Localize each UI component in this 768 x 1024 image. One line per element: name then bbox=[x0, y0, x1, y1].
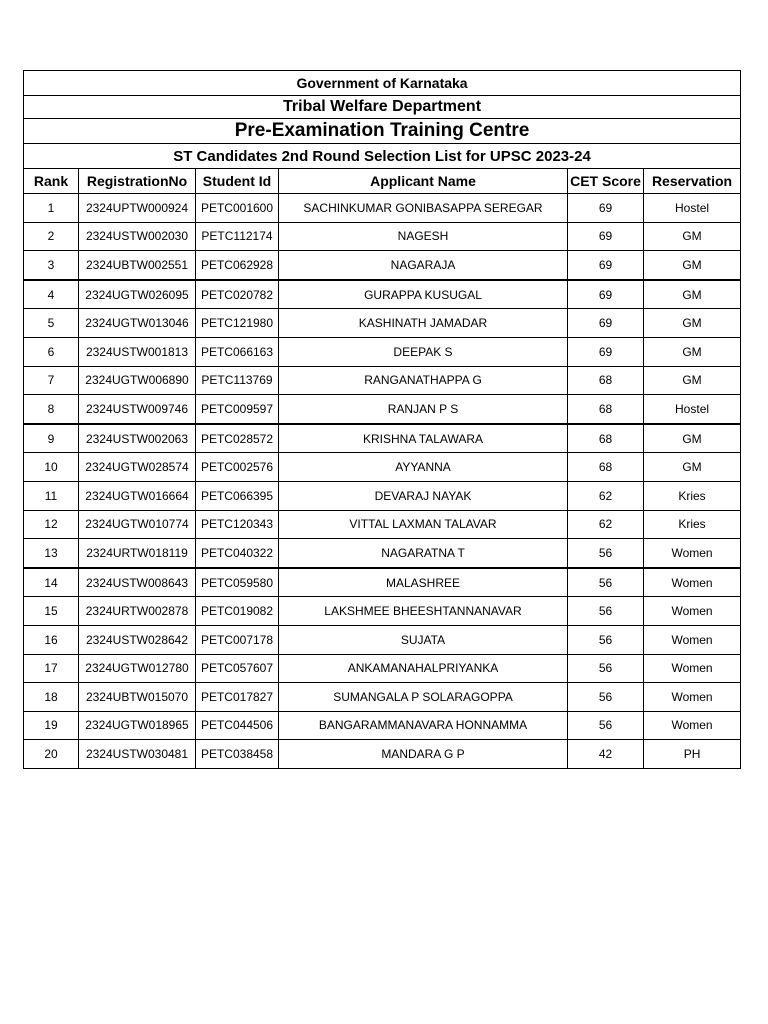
cell-applicant-name: SUJATA bbox=[279, 625, 568, 654]
cell-rank: 17 bbox=[24, 654, 79, 683]
cell-student-id: PETC121980 bbox=[196, 309, 279, 338]
cell-reservation: GM bbox=[644, 251, 741, 280]
cell-cet-score: 62 bbox=[568, 481, 644, 510]
cell-rank: 9 bbox=[24, 424, 79, 453]
cell-registration-no: 2324USTW001813 bbox=[79, 337, 196, 366]
cell-reservation: GM bbox=[644, 337, 741, 366]
cell-rank: 1 bbox=[24, 194, 79, 223]
cell-student-id: PETC020782 bbox=[196, 280, 279, 309]
cell-applicant-name: NAGARAJA bbox=[279, 251, 568, 280]
table-row bbox=[24, 597, 741, 626]
table-row bbox=[24, 453, 741, 482]
cell-cet-score: 69 bbox=[568, 337, 644, 366]
cell-registration-no: 2324UGTW010774 bbox=[79, 510, 196, 539]
cell-applicant-name: KASHINATH JAMADAR bbox=[279, 309, 568, 338]
cell-rank: 10 bbox=[24, 453, 79, 482]
cell-registration-no: 2324USTW008643 bbox=[79, 568, 196, 597]
cell-student-id: PETC038458 bbox=[196, 740, 279, 769]
title-centre: Pre-Examination Training Centre bbox=[24, 119, 741, 144]
cell-applicant-name: DEEPAK S bbox=[279, 337, 568, 366]
cell-rank: 13 bbox=[24, 539, 79, 568]
cell-reservation: Hostel bbox=[644, 395, 741, 424]
table-row bbox=[24, 711, 741, 740]
table-row bbox=[24, 539, 741, 568]
cell-reservation: GM bbox=[644, 366, 741, 395]
cell-student-id: PETC001600 bbox=[196, 194, 279, 223]
table-row bbox=[24, 510, 741, 539]
cell-student-id: PETC009597 bbox=[196, 395, 279, 424]
header-rank: Rank bbox=[24, 169, 79, 194]
cell-registration-no: 2324UBTW015070 bbox=[79, 683, 196, 712]
cell-student-id: PETC059580 bbox=[196, 568, 279, 597]
cell-cet-score: 69 bbox=[568, 280, 644, 309]
cell-student-id: PETC113769 bbox=[196, 366, 279, 395]
cell-applicant-name: GURAPPA KUSUGAL bbox=[279, 280, 568, 309]
cell-cet-score: 56 bbox=[568, 597, 644, 626]
selection-list-table bbox=[23, 70, 741, 769]
cell-cet-score: 56 bbox=[568, 654, 644, 683]
cell-cet-score: 68 bbox=[568, 424, 644, 453]
cell-reservation: Women bbox=[644, 625, 741, 654]
table-body bbox=[24, 194, 741, 769]
cell-cet-score: 56 bbox=[568, 711, 644, 740]
cell-registration-no: 2324UGTW018965 bbox=[79, 711, 196, 740]
table-row bbox=[24, 568, 741, 597]
cell-rank: 19 bbox=[24, 711, 79, 740]
cell-applicant-name: RANGANATHAPPA G bbox=[279, 366, 568, 395]
cell-applicant-name: BANGARAMMANAVARA HONNAMMA bbox=[279, 711, 568, 740]
cell-cet-score: 69 bbox=[568, 251, 644, 280]
cell-applicant-name: LAKSHMEE BHEESHTANNANAVAR bbox=[279, 597, 568, 626]
table-row bbox=[24, 625, 741, 654]
cell-registration-no: 2324UGTW026095 bbox=[79, 280, 196, 309]
title-list: ST Candidates 2nd Round Selection List for UPSC 2023-24 bbox=[24, 144, 741, 169]
cell-rank: 20 bbox=[24, 740, 79, 769]
table-row bbox=[24, 280, 741, 309]
cell-cet-score: 68 bbox=[568, 366, 644, 395]
table-row bbox=[24, 740, 741, 769]
cell-reservation: GM bbox=[644, 222, 741, 251]
cell-student-id: PETC066395 bbox=[196, 481, 279, 510]
cell-student-id: PETC017827 bbox=[196, 683, 279, 712]
title-department: Tribal Welfare Department bbox=[24, 96, 741, 119]
cell-rank: 5 bbox=[24, 309, 79, 338]
cell-cet-score: 69 bbox=[568, 194, 644, 223]
table-row bbox=[24, 251, 741, 280]
cell-cet-score: 69 bbox=[568, 309, 644, 338]
cell-student-id: PETC120343 bbox=[196, 510, 279, 539]
cell-student-id: PETC007178 bbox=[196, 625, 279, 654]
cell-reservation: Women bbox=[644, 683, 741, 712]
table-row bbox=[24, 309, 741, 338]
cell-applicant-name: KRISHNA TALAWARA bbox=[279, 424, 568, 453]
cell-reservation: Women bbox=[644, 711, 741, 740]
cell-student-id: PETC019082 bbox=[196, 597, 279, 626]
cell-applicant-name: NAGESH bbox=[279, 222, 568, 251]
header-row bbox=[24, 169, 741, 194]
header-applicant-name: Applicant Name bbox=[279, 169, 568, 194]
cell-reservation: Women bbox=[644, 568, 741, 597]
cell-rank: 4 bbox=[24, 280, 79, 309]
cell-cet-score: 56 bbox=[568, 625, 644, 654]
cell-registration-no: 2324UGTW006890 bbox=[79, 366, 196, 395]
cell-student-id: PETC062928 bbox=[196, 251, 279, 280]
header-reservation: Reservation bbox=[644, 169, 741, 194]
table-row bbox=[24, 337, 741, 366]
cell-registration-no: 2324USTW009746 bbox=[79, 395, 196, 424]
cell-rank: 7 bbox=[24, 366, 79, 395]
cell-reservation: PH bbox=[644, 740, 741, 769]
cell-cet-score: 69 bbox=[568, 222, 644, 251]
cell-rank: 12 bbox=[24, 510, 79, 539]
cell-applicant-name: SACHINKUMAR GONIBASAPPA SEREGAR bbox=[279, 194, 568, 223]
table-row bbox=[24, 683, 741, 712]
cell-applicant-name: DEVARAJ NAYAK bbox=[279, 481, 568, 510]
cell-reservation: GM bbox=[644, 424, 741, 453]
cell-rank: 18 bbox=[24, 683, 79, 712]
cell-reservation: Women bbox=[644, 597, 741, 626]
table-row bbox=[24, 654, 741, 683]
table-row bbox=[24, 222, 741, 251]
cell-applicant-name: AYYANNA bbox=[279, 453, 568, 482]
cell-student-id: PETC040322 bbox=[196, 539, 279, 568]
cell-reservation: Kries bbox=[644, 510, 741, 539]
cell-applicant-name: NAGARATNA T bbox=[279, 539, 568, 568]
cell-reservation: Women bbox=[644, 539, 741, 568]
cell-reservation: Women bbox=[644, 654, 741, 683]
cell-rank: 8 bbox=[24, 395, 79, 424]
cell-student-id: PETC002576 bbox=[196, 453, 279, 482]
table-row bbox=[24, 194, 741, 223]
table-row bbox=[24, 395, 741, 424]
cell-reservation: GM bbox=[644, 309, 741, 338]
cell-rank: 16 bbox=[24, 625, 79, 654]
cell-registration-no: 2324URTW002878 bbox=[79, 597, 196, 626]
cell-registration-no: 2324UGTW016664 bbox=[79, 481, 196, 510]
cell-cet-score: 42 bbox=[568, 740, 644, 769]
cell-applicant-name: MALASHREE bbox=[279, 568, 568, 597]
cell-cet-score: 56 bbox=[568, 539, 644, 568]
cell-cet-score: 68 bbox=[568, 395, 644, 424]
cell-reservation: GM bbox=[644, 453, 741, 482]
cell-cet-score: 56 bbox=[568, 568, 644, 597]
cell-registration-no: 2324USTW028642 bbox=[79, 625, 196, 654]
cell-rank: 14 bbox=[24, 568, 79, 597]
cell-cet-score: 62 bbox=[568, 510, 644, 539]
title-government: Government of Karnataka bbox=[24, 71, 741, 96]
header-student-id: Student Id bbox=[196, 169, 279, 194]
cell-registration-no: 2324USTW030481 bbox=[79, 740, 196, 769]
cell-student-id: PETC112174 bbox=[196, 222, 279, 251]
cell-student-id: PETC066163 bbox=[196, 337, 279, 366]
cell-registration-no: 2324UBTW002551 bbox=[79, 251, 196, 280]
cell-registration-no: 2324USTW002063 bbox=[79, 424, 196, 453]
header-registration-no: RegistrationNo bbox=[79, 169, 196, 194]
cell-rank: 15 bbox=[24, 597, 79, 626]
cell-registration-no: 2324UPTW000924 bbox=[79, 194, 196, 223]
cell-rank: 6 bbox=[24, 337, 79, 366]
cell-cet-score: 56 bbox=[568, 683, 644, 712]
cell-rank: 3 bbox=[24, 251, 79, 280]
cell-student-id: PETC044506 bbox=[196, 711, 279, 740]
cell-applicant-name: MANDARA G P bbox=[279, 740, 568, 769]
table-row bbox=[24, 424, 741, 453]
cell-registration-no: 2324UGTW028574 bbox=[79, 453, 196, 482]
cell-applicant-name: RANJAN P S bbox=[279, 395, 568, 424]
cell-applicant-name: VITTAL LAXMAN TALAVAR bbox=[279, 510, 568, 539]
cell-rank: 11 bbox=[24, 481, 79, 510]
cell-applicant-name: SUMANGALA P SOLARAGOPPA bbox=[279, 683, 568, 712]
cell-reservation: GM bbox=[644, 280, 741, 309]
header-cet-score: CET Score bbox=[568, 169, 644, 194]
table-row bbox=[24, 366, 741, 395]
cell-registration-no: 2324USTW002030 bbox=[79, 222, 196, 251]
cell-registration-no: 2324UGTW013046 bbox=[79, 309, 196, 338]
cell-registration-no: 2324UGTW012780 bbox=[79, 654, 196, 683]
cell-registration-no: 2324URTW018119 bbox=[79, 539, 196, 568]
cell-reservation: Kries bbox=[644, 481, 741, 510]
cell-rank: 2 bbox=[24, 222, 79, 251]
cell-student-id: PETC028572 bbox=[196, 424, 279, 453]
cell-student-id: PETC057607 bbox=[196, 654, 279, 683]
table-row bbox=[24, 481, 741, 510]
cell-cet-score: 68 bbox=[568, 453, 644, 482]
cell-applicant-name: ANKAMANAHALPRIYANKA bbox=[279, 654, 568, 683]
cell-reservation: Hostel bbox=[644, 194, 741, 223]
